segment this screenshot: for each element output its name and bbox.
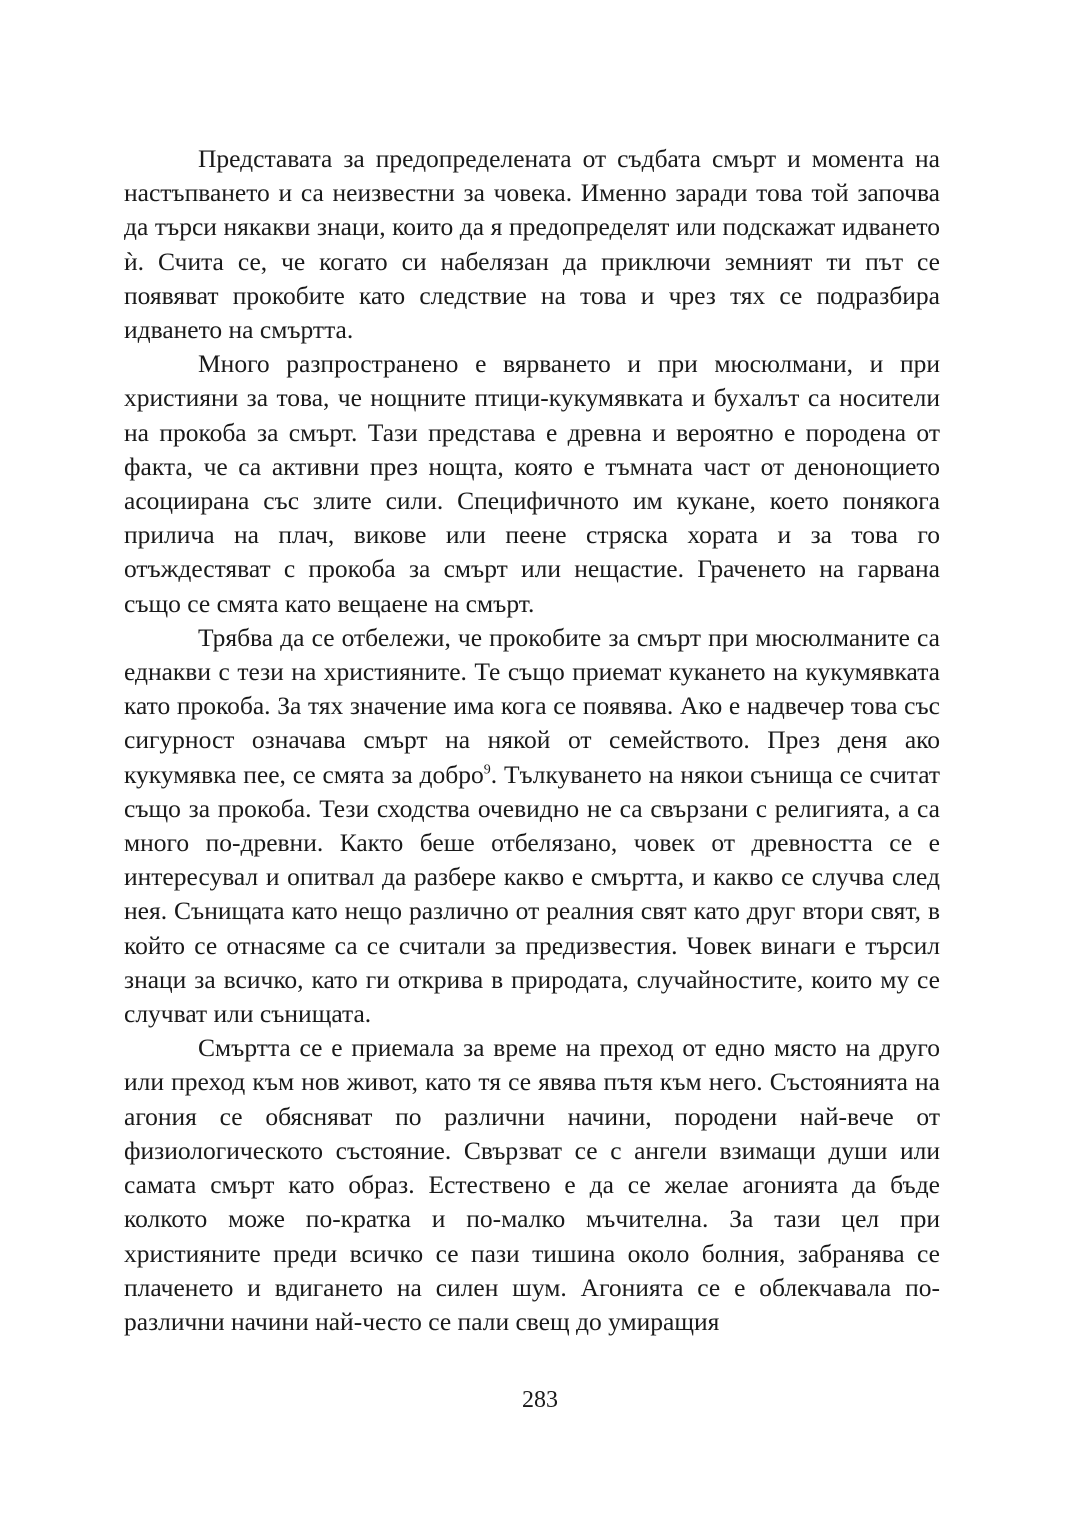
page-body	[124, 142, 940, 1339]
paragraph-4: Смъртта се е приемала за време на преход от едно място на друго или преход към нов живот, като тя се явява пътя към него. Състоянията на агония се обясняват по различни начини, породени най-вече от физиологическото състояние. Свързват се с ангели взимащи души или самата смърт като образ. Естествено е да се желае агонията да бъде колкото може по-кратка и по-малко мъчителна. За тази цел при християните преди всичко се пази тишина около болния, забранява се плаченето и вдигането на силен шум. Агонията се е облекчавала по-различни начини най-често се пали свещ до умиращия	[124, 1033, 940, 1336]
paragraph-1: Представата за предопределената от съдбата смърт и момента на настъпването и са неизвестни за човека. Именно заради това той започва да търси някакви знаци, които да я предопределят или подскажат идването ѝ. Счита се, че когато си набелязан да приключи земният ти път се появяват прокобите като следствие на това и чрез тях се подразбира идването на смъртта.	[124, 144, 940, 345]
paragraph-3-text-before-note: Трябва да се отбележи, че прокобите за смърт при мюсюлманите са еднакви с тези на християните. Те също приемат куканeто на кукумявката като прокоба. За тях значение има кога се появява. Ако е надвечер това със сигурност означава смърт на някой от семейството. През деня ако кукумявка пее, се смята за добро	[124, 622, 940, 789]
paragraph-3-text-after-note: . Тълкуването на някои сънища се считат също за прокоба. Тези сходства очевидно не са свързани с религията, а са много по-древни. Както беше отбелязано, човек от древността се е интересувал и опитвал да разбере какво е смъртта, и какво се случва след нея. Сънищата като нещо различно от реалния свят като друг втори свят, в който се отнасяме са се считали за предизвестия. Човек винаги е търсил знаци за всичко, като ги открива в природата, случайностите, които му се случват или сънищата.	[124, 759, 941, 1029]
paragraph-3	[124, 621, 940, 1031]
paragraph-2: Много разпространено е вярването и при мюсюлмани, и при християни за това, че нощните птици-кукумявката и бухалът са носители на прокоба за смърт. Тази представа е древна и вероятно е породена от факта, че са активни през нощта, която е тъмната част от денонощието асоциирана със злите сили. Специфичното им кукане, което понякога прилича на плач, викове или пеене стряска хората и за това го отъждестяват с прокоба за смърт или нещастие. Граченето на гарвана също се смята като вещаене на смърт.	[124, 349, 940, 618]
page-number: 283	[522, 1387, 558, 1413]
footnote-reference[interactable]: 9	[483, 762, 491, 778]
